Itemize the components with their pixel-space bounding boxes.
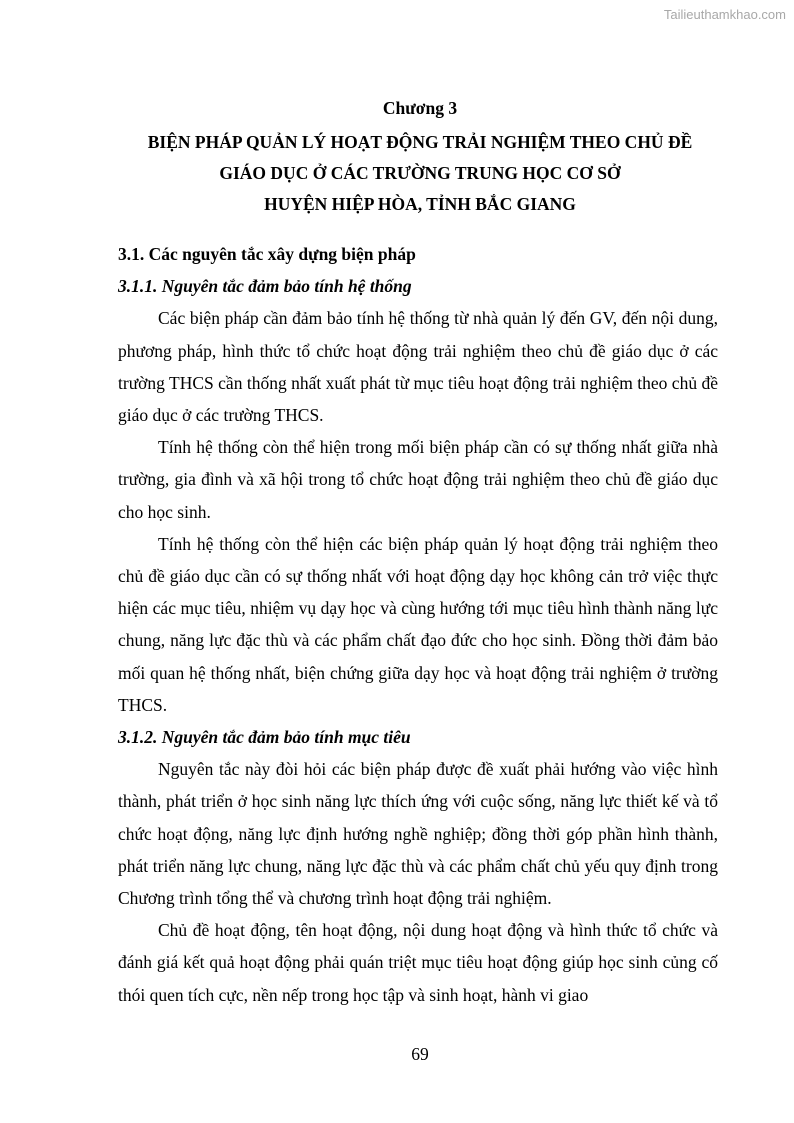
paragraph: Các biện pháp cần đảm bảo tính hệ thống từ nhà quản lý đến GV, đến nội dung, phương pháp, hình thức tổ chức hoạt động trải nghiệm theo chủ đề giáo dục ở các trường THCS cần thống nhất xuất phát từ mục tiêu hoạt động trải nghiệm theo chủ đề giáo dục ở các trường THCS. — [118, 308, 718, 426]
chapter-title-line: GIÁO DỤC Ở CÁC TRƯỜNG TRUNG HỌC CƠ SỞ — [219, 163, 621, 183]
subsection-heading: 3.1.1. Nguyên tắc đảm bảo tính hệ thống — [118, 276, 412, 297]
chapter-title — [0, 127, 794, 220]
section-heading: 3.1. Các nguyên tắc xây dựng biện pháp — [118, 244, 416, 264]
watermark: Tailieuthamkhao.com — [663, 7, 786, 22]
chapter-title-line: BIỆN PHÁP QUẢN LÝ HOẠT ĐỘNG TRẢI NGHIỆM THEO CHỦ ĐỀ — [147, 132, 693, 152]
body-text — [118, 238, 718, 1011]
subsection-heading: 3.1.2. Nguyên tắc đảm bảo tính mục tiêu — [118, 727, 411, 748]
chapter-title-line: HUYỆN HIỆP HÒA, TỈNH BẮC GIANG — [264, 194, 576, 214]
page-number: 69 — [411, 1044, 429, 1064]
chapter-label: Chương 3 — [382, 98, 458, 118]
paragraph: Chủ đề hoạt động, tên hoạt động, nội dung hoạt động và hình thức tổ chức và đánh giá kết quả hoạt động phải quán triệt mục tiêu hoạt động giúp học sinh củng cố thói quen tích cực, nền nếp trong học tập và sinh hoạt, hành vi giao — [118, 920, 718, 1005]
paragraph: Nguyên tắc này đòi hỏi các biện pháp được đề xuất phải hướng vào việc hình thành, phát triển ở học sinh năng lực thích ứng với cuộc sống, năng lực thiết kế và tổ chức hoạt động, năng lực định hướng nghề nghiệp; đồng thời góp phần hình thành, phát triển năng lực chung, năng lực đặc thù và các phẩm chất chủ yếu quy định trong Chương trình tổng thể và chương trình hoạt động trải nghiệm. — [118, 759, 718, 909]
paragraph: Tính hệ thống còn thể hiện các biện pháp quản lý hoạt động trải nghiệm theo chủ đề giáo dục cần có sự thống nhất với hoạt động dạy học không cản trở việc thực hiện các mục tiêu, nhiệm vụ dạy học và cùng hướng tới mục tiêu hình thành năng lực chung, năng lực đặc thù và các phẩm chất đạo đức cho học sinh. Đồng thời đảm bảo mối quan hệ thống nhất, biện chứng giữa dạy học và hoạt động trải nghiệm ở trường THCS. — [118, 533, 718, 715]
paragraph: Tính hệ thống còn thể hiện trong mối biện pháp cần có sự thống nhất giữa nhà trường, gia đình và xã hội trong tổ chức hoạt động trải nghiệm theo chủ đề giáo dục cho học sinh. — [118, 437, 718, 522]
